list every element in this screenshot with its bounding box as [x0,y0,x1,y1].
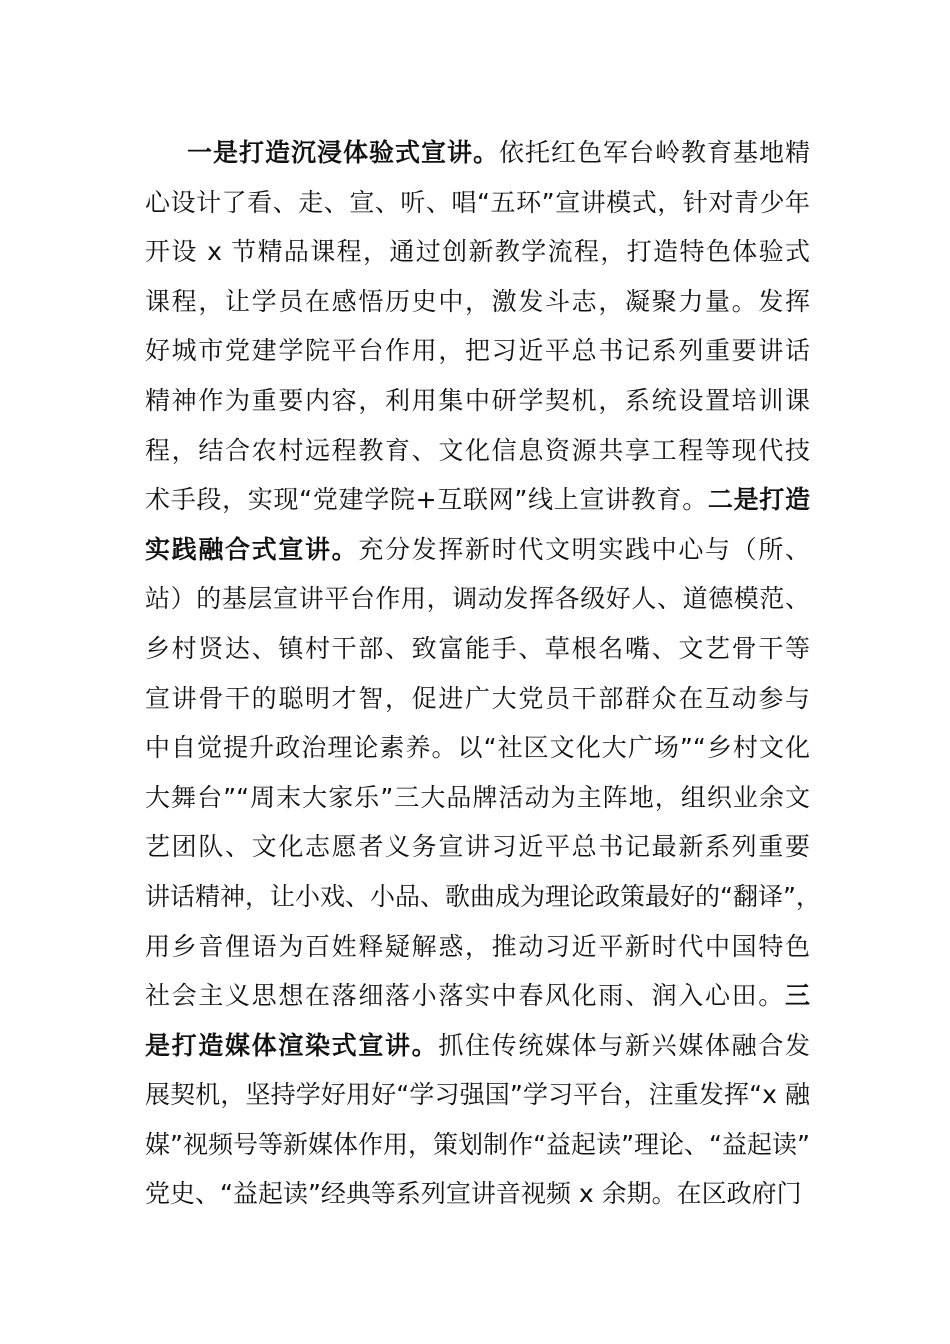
line-text: 乡村贤达、镇村干部、致富能手、草根名嘴、文艺骨干等 [145,633,810,663]
text-line-19 [145,1021,810,1071]
text-line-3 [145,227,810,277]
text-line-18 [145,971,810,1021]
text-line-15 [145,822,810,872]
line-text: 心设计了看、走、宣、听、唱“五环”宣讲模式，针对青少年 [145,187,810,217]
line-text: 抓住传统媒体与新兴媒体融合发 [438,1030,810,1060]
text-line-2 [145,178,810,228]
line-text: 媒”视频号等新媒体作用，策划制作“益起读”理论、“益起读” [145,1129,810,1159]
line-text: 好城市党建学院平台作用，把习近平总书记系列重要讲话 [145,336,810,366]
text-line-11 [145,624,810,674]
heading-immersive-preaching: 一是打造沉浸体验式宣讲。 [187,138,499,167]
text-line-1 [145,128,810,178]
heading-practice-preaching-end: 实践融合式宣讲。 [145,534,359,564]
body-text [145,128,821,1219]
line-text: 党史、“益起读”经典等系列宣讲音视频 x 余期。在区政府门 [145,1179,802,1209]
text-line-20 [145,1070,810,1120]
text-line-6 [145,376,810,426]
line-text: 站）的基层宣讲平台作用，调动发挥各级好人、道德模范、 [145,584,810,614]
text-line-7 [145,426,810,476]
text-line-17 [145,922,810,972]
heading-media-preaching-end: 是打造媒体渲染式宣讲。 [145,1030,439,1060]
line-text: 开设 x 节精品课程，通过创新教学流程，打造特色体验式 [145,237,810,267]
line-text: 精神作为重要内容，利用集中研学契机，系统设置培训课 [145,385,810,415]
text-line-8 [145,475,810,525]
text-line-4 [145,277,810,327]
line-text: 中自觉提升政治理论素养。以“社区文化大广场”“乡村文化 [145,733,810,763]
text-line-16 [145,872,821,922]
text-line-5 [145,326,810,376]
text-line-10 [145,574,810,624]
line-text: 社会主义思想在落细落小落实中春风化雨、润入心田。 [145,981,785,1011]
line-text: 展契机，坚持学好用好“学习强国”学习平台，注重发挥“x 融 [145,1080,810,1110]
text-line-9 [145,525,810,575]
heading-practice-preaching-start: 二是打造 [707,485,810,515]
line-text: 艺团队、文化志愿者义务宣讲习近平总书记最新系列重要 [145,832,810,862]
line-text: 充分发挥新时代文明实践中心与（所、 [358,534,810,564]
line-text: 用乡音俚语为百姓释疑解惑，推动习近平新时代中国特色 [145,931,810,961]
text-line-13 [145,723,810,773]
text-line-14 [145,773,810,823]
line-text: 课程，让学员在感悟历史中，激发斗志，凝聚力量。发挥 [145,286,810,316]
text-line-12 [145,674,810,724]
line-text: 大舞台”“周末大家乐”三大品牌活动为主阵地，组织业余文 [145,782,810,812]
line-text: 宣讲骨干的聪明才智，促进广大党员干部群众在互动参与 [145,683,810,713]
line-text: 依托红色军台岭教育基地精 [499,138,810,167]
heading-media-preaching-start: 三 [784,981,810,1011]
line-text: 程，结合农村远程教育、文化信息资源共享工程等现代技 [145,435,810,465]
text-line-22 [145,1169,810,1219]
text-line-21 [145,1120,810,1170]
line-text: 术手段，实现“党建学院+互联网”线上宣讲教育。 [145,485,708,515]
line-text: 讲话精神，让小戏、小品、歌曲成为理论政策最好的“翻译”， [145,881,821,911]
